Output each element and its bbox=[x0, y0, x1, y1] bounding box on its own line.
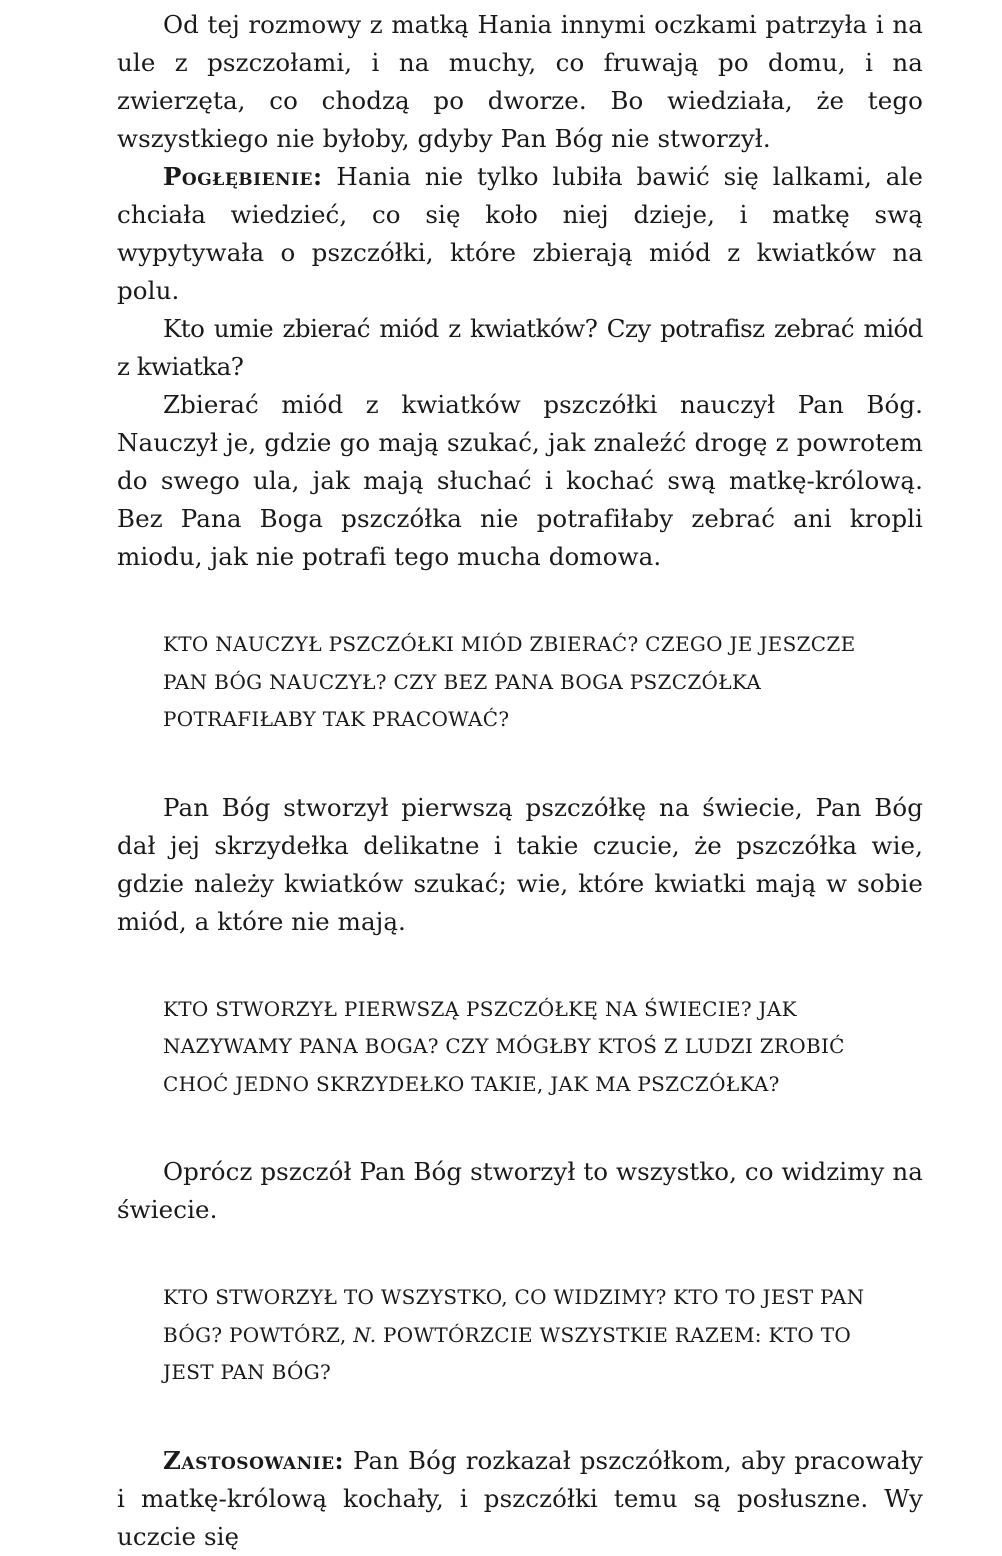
paragraph-all-creation: Oprócz pszczół Pan Bóg stworzył to wszystko, co widzimy na świecie. bbox=[117, 1157, 923, 1224]
question-block-3 bbox=[117, 1279, 923, 1392]
paragraph-intro: Od tej rozmowy z matką Hania innymi oczkami patrzyła i na ule z pszczołami, i na muchy, co fruwają po domu, i na zwierzęta, co chodzą po dworze. Bo wiedziała, że tego wszystkiego nie byłoby, gdyby Pan Bóg nie stworzył. bbox=[117, 10, 923, 153]
paragraph-zastosowanie-text: Pan Bóg rozkazał pszczółkom, aby pracowały i matkę-królową kochały, i pszczółki temu są posłuszne. Wy uczcie się bbox=[117, 1445, 923, 1551]
question-block-2: KTO STWORZYŁ PIERWSZĄ PSZCZÓŁKĘ NA ŚWIECIE? JAK NAZYWAMY PANA BOGA? CZY MÓGŁBY KTOŚ Z LUDZI ZROBIĆ CHOĆ JEDNO SKRZYDEŁKO TAKIE, JAK MA PSZCZÓŁKA? bbox=[163, 996, 845, 1096]
paragraph-poglebienie bbox=[117, 158, 923, 310]
question-block-3-part-b: POWTÓRZCIE WSZYSTKIE RAZEM: KTO TO JEST PAN BÓG? bbox=[163, 1322, 852, 1384]
section-label-zastosowanie: Zastosowanie: bbox=[163, 1445, 345, 1475]
question-block-1: KTO NAUCZYŁ PSZCZÓŁKI MIÓD ZBIERAĆ? CZEGO JE JESZCZE PAN BÓG NAUCZYŁ? CZY BEZ PANA BOGA PSZCZÓŁKA POTRAFIŁABY TAK PRACOWAĆ? bbox=[163, 632, 856, 731]
page-body bbox=[117, 6, 923, 1556]
paragraph-poglebienie-text: Hania nie tylko lubiła bawić się lalkami, ale chciała wiedzieć, co się koło niej dzieje, i matkę swą wypytywała o pszczółki, które zbierają miód z kwiatków na polu. bbox=[117, 162, 923, 305]
paragraph-creation: Pan Bóg stworzył pierwszą pszczółkę na świecie, Pan Bóg dał jej skrzydełka delikatne i takie czucie, że pszczółka wie, gdzie należy kwiatków szukać; wie, które kwiatki mają w sobie miód, a które nie mają. bbox=[117, 792, 923, 936]
section-label-poglebienie: Pogłębienie: bbox=[163, 162, 323, 191]
paragraph-question-line: Kto umie zbierać miód z kwiatków? Czy potrafisz zebrać miód z kwiatka? bbox=[117, 314, 923, 381]
paragraph-zastosowanie bbox=[117, 1442, 923, 1556]
question-block-3-part-a: KTO STWORZYŁ TO WSZYSTKO, CO WIDZIMY? KTO TO JEST PAN BÓG? POWTÓRZ, bbox=[163, 1285, 865, 1347]
paragraph-teaching: Zbierać miód z kwiatków pszczółki nauczył Pan Bóg. Nauczył je, gdzie go mają szukać, jak znaleźć drogę z powrotem do swego ula, jak mają słuchać i kochać swą matkę-królową. Bez Pana Boga pszczółka nie potrafiłaby zebrać ani kropli miodu, jak nie potrafi tego mucha domowa. bbox=[117, 390, 923, 571]
question-block-3-name-placeholder: N. bbox=[353, 1322, 377, 1347]
